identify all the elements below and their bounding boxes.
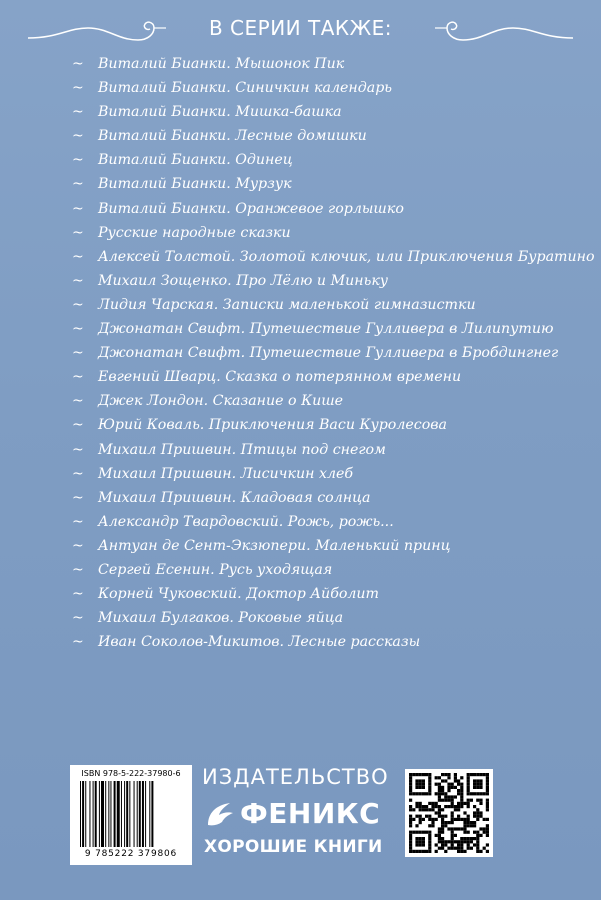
book-title: Михаил Булгаков. Роковые яйца [98,610,344,627]
publisher-name: ФЕНИКС [240,797,381,830]
book-title: Сергей Есенин. Русь уходящая [98,561,333,578]
tilde-bullet-icon: ~ [72,200,84,217]
tilde-bullet-icon: ~ [72,128,84,145]
tilde-bullet-icon: ~ [72,369,84,386]
book-list-item [72,462,572,486]
book-list-item [72,148,572,172]
tilde-bullet-icon: ~ [72,272,84,289]
book-list-item [72,582,572,606]
book-list-item [72,365,572,389]
book-list-item [72,341,572,365]
tilde-bullet-icon: ~ [72,345,84,362]
book-title: Михаил Пришвин. Птицы под снегом [98,441,386,458]
tilde-bullet-icon: ~ [72,465,84,482]
swirl-ornament-right-icon [433,18,573,46]
book-title: Антуан де Сент-Экзюпери. Маленький принц [98,537,451,554]
book-list-item [72,486,572,510]
series-header [0,10,601,46]
book-title: Виталий Бианки. Мишка-башка [98,104,342,121]
book-title: Виталий Бианки. Оранжевое горлышко [98,200,404,217]
tilde-bullet-icon: ~ [72,296,84,313]
tilde-bullet-icon: ~ [72,417,84,434]
book-list-item [72,558,572,582]
tilde-bullet-icon: ~ [72,441,84,458]
publisher-slogan: ХОРОШИЕ КНИГИ [204,837,383,857]
book-list-item [72,534,572,558]
qr-code-icon [409,773,489,853]
book-title: Лидия Чарская. Записки маленькой гимназистки [98,296,476,313]
book-list [72,52,595,654]
book-list-item [72,413,572,437]
book-title: Джонатан Свифт. Путешествие Гулливера в Бробдингнег [98,345,559,362]
book-title: Юрий Коваль. Приключения Васи Куролесова [98,417,447,434]
book-list-item [72,606,572,630]
tilde-bullet-icon: ~ [72,537,84,554]
tilde-bullet-icon: ~ [72,224,84,241]
book-title: Михаил Пришвин. Кладовая солнца [98,489,371,506]
book-list-item [72,293,572,317]
cover-footer [70,765,500,867]
book-title: Виталий Бианки. Лесные домишки [98,128,367,145]
series-header-title: В СЕРИИ ТАКЖЕ: [208,16,393,40]
tilde-bullet-icon: ~ [72,561,84,578]
publisher-prefix: ИЗДАТЕЛЬСТВО [202,765,389,789]
book-title: Джонатан Свифт. Путешествие Гулливера в Лилипутию [98,321,554,338]
book-list-item [72,245,595,269]
book-title: Виталий Бианки. Одинец [98,152,293,169]
barcode [70,765,192,865]
tilde-bullet-icon: ~ [72,513,84,530]
isbn-label: ISBN 978-5-222-37980-6 [81,769,181,778]
tilde-bullet-icon: ~ [72,176,84,193]
book-list-item [72,124,572,148]
tilde-bullet-icon: ~ [72,104,84,121]
book-list-item [72,269,572,293]
book-title: Алексей Толстой. Золотой ключик, или Приключения Буратино [98,248,595,265]
book-list-item [72,76,572,100]
tilde-bullet-icon: ~ [72,56,84,72]
publisher-block [202,765,392,865]
book-title: Михаил Пришвин. Лисичкин хлеб [98,465,354,482]
tilde-bullet-icon: ~ [72,586,84,603]
book-list-item [72,510,572,534]
phoenix-logo-icon [204,799,236,829]
book-list-item [72,100,572,124]
qr-code [405,769,493,857]
tilde-bullet-icon: ~ [72,248,84,265]
tilde-bullet-icon: ~ [72,489,84,506]
tilde-bullet-icon: ~ [72,610,84,627]
book-title: Джек Лондон. Сказание о Кише [98,393,344,410]
book-title: Корней Чуковский. Доктор Айболит [98,586,380,603]
book-title: Виталий Бианки. Мурзук [98,176,292,193]
tilde-bullet-icon: ~ [72,80,84,97]
book-title: Виталий Бианки. Синичкин календарь [98,80,393,97]
tilde-bullet-icon: ~ [72,634,84,651]
book-list-item [72,52,572,76]
book-list-item [72,630,572,654]
book-title: Евгений Шварц. Сказка о потерянном времени [98,369,462,386]
book-list-item [72,197,572,221]
book-list-item [72,317,572,341]
barcode-digits: 9 785222 379806 [84,849,178,859]
tilde-bullet-icon: ~ [72,393,84,410]
book-title: Иван Соколов-Микитов. Лесные рассказы [98,634,421,651]
book-list-item [72,438,572,462]
book-title: Михаил Зощенко. Про Лёлю и Миньку [98,272,389,289]
barcode-bars-icon [80,781,182,847]
book-title: Виталий Бианки. Мышонок Пик [98,56,345,72]
book-list-item [72,389,572,413]
book-list-item [72,172,572,196]
tilde-bullet-icon: ~ [72,152,84,169]
book-title: Русские народные сказки [98,224,291,241]
book-title: Александр Твардовский. Рожь, рожь... [98,513,394,530]
book-list-item [72,221,572,245]
tilde-bullet-icon: ~ [72,321,84,338]
